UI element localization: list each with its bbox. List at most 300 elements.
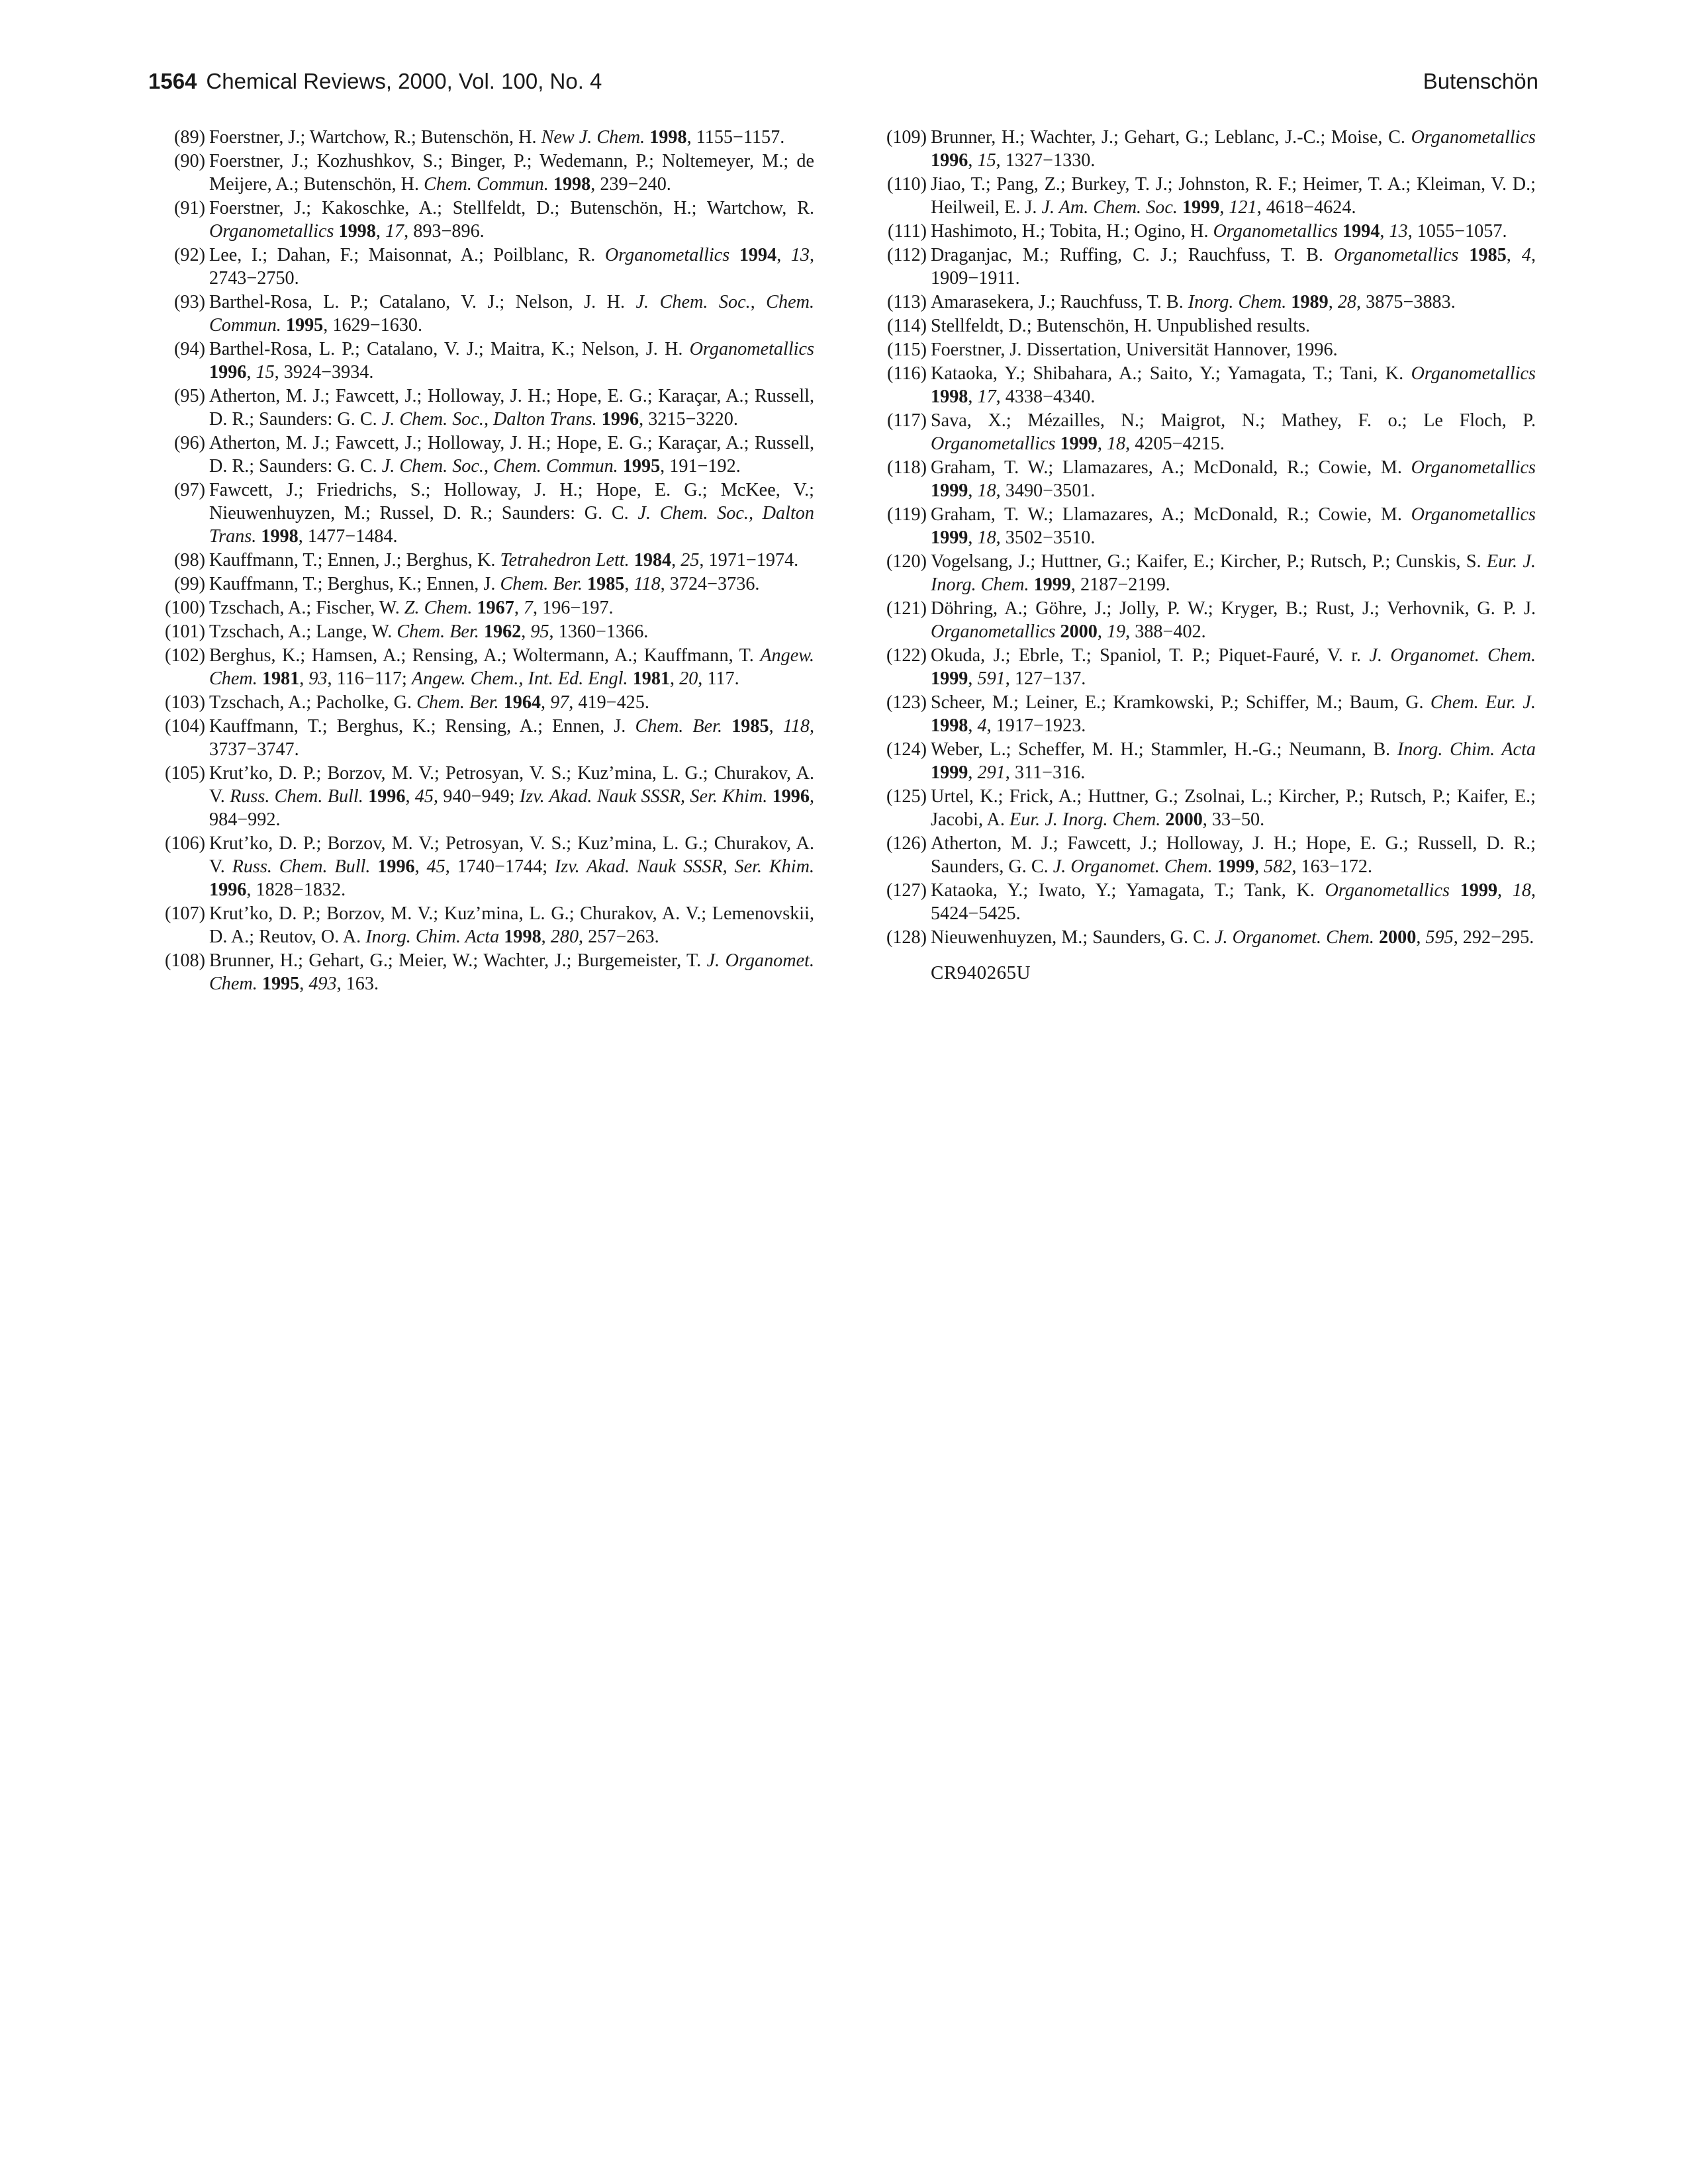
reference-entry	[870, 126, 1536, 172]
reference-italic-text: J. Chem. Soc., Dalton Trans.	[381, 409, 597, 430]
reference-text: ,	[414, 856, 427, 877]
reference-text	[729, 245, 739, 265]
reference-entry	[870, 291, 1536, 314]
reference-text	[258, 668, 262, 689]
reference-year: 1996	[377, 856, 415, 877]
reference-year: 1964	[503, 692, 541, 713]
reference-entry	[148, 197, 814, 243]
reference-text: Okuda, J.; Ebrle, T.; Spaniol, T. P.; Piquet-Fauré, V. r.	[931, 645, 1370, 666]
reference-number: (107)	[164, 903, 205, 924]
reference-text: , 1740−1744;	[445, 856, 555, 877]
reference-text: ,	[776, 245, 791, 265]
reference-entry	[870, 691, 1536, 737]
reference-year: 1996	[772, 786, 810, 807]
reference-number: (104)	[164, 716, 205, 737]
reference-year: 1996	[601, 409, 639, 430]
reference-text: , 116−117;	[327, 668, 412, 689]
reference-italic-text: J. Organomet. Chem.	[1053, 856, 1213, 877]
reference-text: Krut’ko, D. P.; Borzov, M. V.; Petrosyan, V. S.; Kuz’mina, L. G.; Churakov, A. V.	[209, 833, 814, 877]
reference-text: , 893−896.	[404, 221, 485, 242]
reference-text: , 3724−3736.	[660, 574, 760, 594]
reference-italic-text: 18	[977, 480, 996, 501]
reference-entry	[870, 173, 1536, 219]
reference-year: 1998	[261, 526, 299, 547]
reference-entry	[870, 503, 1536, 549]
reference-year: 1999	[1460, 880, 1498, 901]
reference-italic-text: J. Am. Chem. Soc.	[1041, 197, 1178, 218]
reference-italic-text: Organometallics	[604, 245, 730, 265]
reference-entry	[870, 785, 1536, 831]
reference-italic-text: 15	[977, 150, 996, 171]
reference-text: ,	[514, 598, 524, 618]
reference-year: 2000	[1165, 809, 1203, 830]
reference-italic-text: Chem. Ber.	[500, 574, 583, 594]
reference-number: (126)	[886, 833, 927, 854]
reference-italic-text: 118	[782, 716, 810, 737]
reference-number: (123)	[886, 692, 927, 713]
reference-entry	[870, 644, 1536, 690]
reference-year: 1995	[285, 315, 324, 336]
reference-italic-text: Organometallics	[931, 433, 1056, 454]
reference-year: 1999	[931, 762, 968, 783]
reference-text: Foerstner, J.; Kozhushkov, S.; Binger, P.; Wedemann, P.; Noltemeyer, M.; de Meijere, A.; Butenschön, H.	[209, 151, 814, 195]
reference-text: ,	[1506, 245, 1522, 265]
reference-text: , 1971−1974.	[699, 550, 799, 570]
reference-text: ,	[968, 668, 978, 689]
reference-entry	[870, 362, 1536, 408]
reference-text: , 388−402.	[1125, 621, 1206, 642]
reference-year: 1999	[931, 668, 968, 689]
reference-entry	[148, 902, 814, 948]
reference-entry	[148, 244, 814, 290]
reference-text: , 2187−2199.	[1070, 574, 1170, 595]
reference-text	[722, 716, 731, 737]
reference-text: Foerstner, J.; Wartchow, R.; Butenschön, H.	[209, 127, 541, 148]
reference-year: 1998	[649, 127, 687, 148]
reference-number: (108)	[164, 950, 205, 971]
reference-text	[597, 409, 602, 430]
reference-year: 1985	[587, 574, 625, 594]
reference-entry	[148, 291, 814, 337]
reference-italic-text: Inorg. Chim. Acta	[365, 927, 500, 947]
reference-italic-text: Izv. Akad. Nauk SSSR, Ser. Khim.	[554, 856, 815, 877]
reference-text: ,	[541, 692, 551, 713]
reference-italic-text: 95	[530, 621, 549, 642]
reference-text: ,	[299, 668, 309, 689]
reference-text: Jiao, T.; Pang, Z.; Burkey, T. J.; Johnston, R. F.; Heimer, T. A.; Kleiman, V. D.; Heilweil, E. J.	[931, 174, 1536, 218]
reference-year: 1999	[931, 480, 968, 501]
reference-italic-text: 17	[977, 387, 996, 407]
reference-number: (110)	[886, 174, 927, 195]
reference-year: 1967	[477, 598, 514, 618]
reference-italic-text: 28	[1337, 292, 1356, 312]
reference-year: 1996	[931, 150, 968, 171]
reference-number: (96)	[174, 433, 205, 453]
reference-text: ,	[624, 574, 634, 594]
reference-italic-text: Tetrahedron Lett.	[500, 550, 630, 570]
reference-text	[499, 692, 504, 713]
reference-italic-text: Inorg. Chem.	[1188, 292, 1287, 312]
reference-text: Berghus, K.; Hamsen, A.; Rensing, A.; Woltermann, A.; Kauffmann, T.	[209, 645, 761, 666]
reference-entry	[870, 550, 1536, 596]
reference-text: Kauffmann, T.; Ennen, J.; Berghus, K.	[209, 550, 500, 570]
reference-entry	[148, 385, 814, 431]
reference-entry	[870, 314, 1536, 338]
reference-text: , 5424−5425.	[931, 880, 1536, 924]
reference-text: ,	[1380, 221, 1389, 242]
reference-number: (125)	[886, 786, 927, 807]
reference-number: (97)	[174, 480, 205, 500]
reference-text	[1458, 245, 1469, 265]
reference-text	[1178, 197, 1182, 218]
reference-italic-text: 118	[633, 574, 661, 594]
reference-italic-text: Organometallics	[1333, 245, 1459, 265]
reference-text: , 311−316.	[1005, 762, 1086, 783]
reference-year: 1996	[209, 362, 247, 383]
reference-year: 1994	[1342, 221, 1380, 242]
reference-year: 1981	[261, 668, 300, 689]
reference-entry	[870, 409, 1536, 455]
reference-text: ,	[375, 221, 385, 242]
reference-text: Nieuwenhuyzen, M.; Saunders, G. C.	[931, 927, 1215, 948]
reference-italic-text: Z. Chem.	[404, 598, 473, 618]
reference-text: Tzschach, A.; Fischer, W.	[209, 598, 404, 618]
reference-italic-text: 291	[977, 762, 1006, 783]
reference-text: ,	[1097, 621, 1107, 642]
reference-number: (113)	[886, 292, 927, 312]
reference-text: Draganjac, M.; Ruffing, C. J.; Rauchfuss, T. B.	[931, 245, 1334, 265]
reference-number: (99)	[174, 574, 205, 594]
reference-number: (120)	[886, 551, 927, 572]
reference-text: Barthel-Rosa, L. P.; Catalano, V. J.; Nelson, J. H.	[209, 292, 636, 312]
reference-text: Amarasekera, J.; Rauchfuss, T. B.	[931, 292, 1188, 312]
reference-number: (118)	[886, 457, 927, 478]
reference-year: 1998	[504, 927, 541, 947]
reference-entry	[148, 549, 814, 572]
reference-text: ,	[246, 362, 256, 383]
reference-entry	[148, 338, 814, 384]
reference-text: , 940−949;	[433, 786, 520, 807]
reference-entry	[148, 126, 814, 149]
reference-italic-text: 591	[977, 668, 1006, 689]
reference-text: ,	[968, 715, 978, 736]
reference-text: , 3490−3501.	[996, 480, 1096, 501]
reference-text	[1213, 856, 1217, 877]
reference-number: (101)	[164, 621, 205, 642]
reference-italic-text: J. Organomet. Chem.	[1369, 645, 1536, 666]
reference-entry	[148, 762, 814, 831]
reference-year: 1999	[1060, 433, 1098, 454]
reference-year: 1998	[553, 174, 591, 195]
reference-text: , 1055−1057.	[1407, 221, 1507, 242]
reference-year: 1985	[1469, 245, 1507, 265]
reference-text	[1338, 221, 1342, 242]
reference-number: (109)	[886, 127, 927, 148]
reference-text: ,	[1254, 856, 1264, 877]
reference-year: 1984	[633, 550, 672, 570]
reference-text: Kauffmann, T.; Berghus, K.; Rensing, A.; Ennen, J.	[209, 716, 635, 737]
reference-italic-text: Organometallics	[931, 621, 1056, 642]
reference-italic-text: 20	[679, 668, 698, 689]
reference-italic-text: 45	[414, 786, 434, 807]
reference-text	[370, 856, 377, 877]
reference-italic-text: Chem. Commun.	[424, 174, 549, 195]
reference-text: Atherton, M. J.; Fawcett, J.; Holloway, J. H.; Hope, E. G.; Karaçar, A.; Russell, D. R.; Saunders: G. C.	[209, 433, 814, 477]
reference-year: 1985	[731, 716, 769, 737]
reference-year: 1996	[368, 786, 406, 807]
reference-text: Foerstner, J. Dissertation, Universität Hannover, 1996.	[931, 340, 1338, 360]
manuscript-code: CR940265U	[931, 962, 1031, 983]
reference-text: Atherton, M. J.; Fawcett, J.; Holloway, J. H.; Hope, E. G.; Russell, D. R.; Saunders, G. C.	[931, 833, 1536, 877]
reference-text: ,	[1497, 880, 1513, 901]
reference-number: (100)	[164, 598, 205, 618]
reference-italic-text: 595	[1425, 927, 1454, 948]
reference-text: , 117.	[698, 668, 739, 689]
reference-italic-text: Organometallics	[1411, 127, 1536, 148]
reference-number: (121)	[886, 598, 927, 619]
reference-text: Graham, T. W.; Llamazares, A.; McDonald, R.; Cowie, M.	[931, 457, 1411, 478]
reference-text	[1374, 927, 1379, 948]
reference-italic-text: 493	[308, 974, 337, 994]
reference-year: 1996	[209, 880, 247, 900]
reference-text: , 4618−4624.	[1256, 197, 1356, 218]
reference-text: , 1477−1484.	[298, 526, 398, 547]
reference-text: ,	[968, 762, 978, 783]
reference-italic-text: Angew. Chem., Int. Ed. Engl.	[411, 668, 628, 689]
reference-italic-text: Inorg. Chim. Acta	[1397, 739, 1536, 760]
reference-text: Vogelsang, J.; Huttner, G.; Kaifer, E.; Kircher, P.; Rutsch, P.; Cunskis, S.	[931, 551, 1487, 572]
reference-text: Krut’ko, D. P.; Borzov, M. V.; Petrosyan, V. S.; Kuz’mina, L. G.; Churakov, A. V.	[209, 763, 814, 807]
reference-number: (128)	[886, 927, 927, 948]
reference-text: , 239−240.	[590, 174, 671, 195]
reference-number: (127)	[886, 880, 927, 901]
reference-number: (111)	[888, 221, 927, 242]
reference-number: (116)	[886, 363, 927, 384]
reference-text: , 257−263.	[579, 927, 659, 947]
reference-year: 1994	[739, 245, 777, 265]
reference-text: Fawcett, J.; Friedrichs, S.; Holloway, J. H.; Hope, E. G.; McKee, V.; Nieuwenhuyzen, M.; Russel, D. R.; Saunders: G. C.	[209, 480, 814, 523]
reference-year: 1998	[931, 387, 968, 407]
reference-text: ,	[521, 621, 531, 642]
reference-italic-text: 18	[1512, 880, 1531, 901]
reference-italic-text: Organometallics	[1213, 221, 1338, 242]
reference-italic-text: Russ. Chem. Bull.	[230, 786, 363, 807]
reference-italic-text: J. Organomet. Chem.	[209, 950, 814, 994]
reference-text: , 3215−3220.	[639, 409, 738, 430]
reference-text	[281, 315, 286, 336]
reference-entry	[148, 150, 814, 196]
reference-text: ,	[968, 150, 978, 171]
reference-italic-text: Chem. Eur. J.	[1430, 692, 1536, 713]
reference-italic-text: 45	[426, 856, 445, 877]
reference-italic-text: Organometallics	[1411, 457, 1536, 478]
reference-text: , 4338−4340.	[996, 387, 1096, 407]
reference-entry	[148, 572, 814, 596]
reference-italic-text: 13	[790, 245, 810, 265]
reference-text: ,	[670, 668, 680, 689]
reference-text: , 1909−1911.	[931, 245, 1536, 289]
reference-italic-text: Chem. Ber.	[635, 716, 723, 737]
reference-italic-text: 15	[256, 362, 275, 383]
running-author: Butenschön	[1423, 69, 1538, 93]
reference-italic-text: J. Organomet. Chem.	[1215, 927, 1374, 948]
reference-year: 1981	[632, 668, 670, 689]
reference-entry	[870, 738, 1536, 784]
reference-year: 1995	[261, 974, 300, 994]
reference-italic-text: J. Chem. Soc., Chem. Commun.	[381, 456, 618, 477]
reference-number: (95)	[174, 386, 205, 406]
reference-text: Barthel-Rosa, L. P.; Catalano, V. J.; Maitra, K.; Nelson, J. H.	[209, 339, 690, 359]
reference-year: 1962	[483, 621, 522, 642]
reference-italic-text: 97	[550, 692, 569, 713]
reference-text	[1029, 574, 1034, 595]
reference-text: ,	[1097, 433, 1107, 454]
reference-text	[618, 456, 623, 477]
reference-italic-text: Organometallics	[1411, 363, 1536, 384]
reference-year: 1999	[1182, 197, 1220, 218]
reference-text: ,	[405, 786, 415, 807]
reference-text: , 1360−1366.	[549, 621, 649, 642]
reference-text: Foerstner, J.; Kakoschke, A.; Stellfeldt, D.; Butenschön, H.; Wartchow, R.	[209, 198, 814, 218]
reference-text: ,	[1328, 292, 1338, 312]
reference-text: ,	[541, 927, 551, 947]
reference-text	[630, 550, 634, 570]
reference-italic-text: Izv. Akad. Nauk SSSR, Ser. Khim.	[519, 786, 768, 807]
reference-entry	[148, 832, 814, 901]
reference-italic-text: 121	[1229, 197, 1257, 218]
reference-italic-text: Angew. Chem.	[209, 645, 814, 689]
reference-entry	[870, 832, 1536, 878]
reference-text: ,	[1416, 927, 1426, 948]
reference-number: (93)	[174, 292, 205, 312]
reference-year: 2000	[1378, 927, 1417, 948]
reference-entry	[148, 596, 814, 619]
reference-text: Brunner, H.; Gehart, G.; Meier, W.; Wachter, J.; Burgemeister, T.	[209, 950, 707, 971]
reference-text: Sava, X.; Mézailles, N.; Maigrot, N.; Mathey, F. o.; Le Floch, P.	[931, 410, 1536, 431]
reference-number: (90)	[174, 151, 205, 171]
reference-text	[479, 621, 484, 642]
reference-text	[549, 174, 553, 195]
reference-text: Döhring, A.; Göhre, J.; Jolly, P. W.; Kryger, B.; Rust, J.; Verhovnik, G. P. J.	[931, 598, 1536, 619]
reference-italic-text: Organometallics	[1325, 880, 1450, 901]
reference-number: (94)	[174, 339, 205, 359]
reference-year: 1998	[338, 221, 376, 242]
reference-entry	[870, 597, 1536, 643]
reference-year: 1998	[931, 715, 968, 736]
reference-text: , 1629−1630.	[323, 315, 423, 336]
reference-text: Krut’ko, D. P.; Borzov, M. V.; Kuz’mina, L. G.; Churakov, A. V.; Lemenovskii, D. A.; Reutov, O. A.	[209, 903, 814, 947]
reference-text: Lee, I.; Dahan, F.; Maisonnat, A.; Poilblanc, R.	[209, 245, 605, 265]
reference-number: (117)	[886, 410, 927, 431]
reference-text: , 3875−3883.	[1356, 292, 1456, 312]
reference-number: (98)	[174, 550, 205, 570]
reference-italic-text: J. Chem. Soc., Dalton Trans.	[209, 503, 814, 547]
reference-number: (106)	[164, 833, 205, 854]
reference-italic-text: 4	[1521, 245, 1531, 265]
reference-year: 1999	[1217, 856, 1255, 877]
reference-entry	[870, 879, 1536, 925]
reference-year: 1995	[622, 456, 661, 477]
reference-text	[363, 786, 368, 807]
reference-text: Tzschach, A.; Lange, W.	[209, 621, 397, 642]
reference-year: 1999	[1033, 574, 1071, 595]
reference-text: , 3502−3510.	[996, 527, 1096, 548]
journal-citation: Chemical Reviews, 2000, Vol. 100, No. 4	[206, 69, 602, 93]
reference-text: , 33−50.	[1202, 809, 1265, 830]
reference-italic-text: 13	[1389, 221, 1408, 242]
reference-text: Scheer, M.; Leiner, E.; Kramkowski, P.; Schiffer, M.; Baum, G.	[931, 692, 1430, 713]
reference-year: 1989	[1291, 292, 1329, 312]
reference-italic-text: Chem. Ber.	[397, 621, 479, 642]
reference-number: (115)	[886, 340, 927, 360]
reference-entry	[148, 478, 814, 548]
reference-text: , 196−197.	[533, 598, 614, 618]
reference-italic-text: 4	[977, 715, 987, 736]
reference-entry	[148, 715, 814, 761]
reference-italic-text: 18	[1106, 433, 1126, 454]
reference-text: Brunner, H.; Wachter, J.; Gehart, G.; Leblanc, J.-C.; Moise, C.	[931, 127, 1411, 148]
reference-text: ,	[968, 480, 978, 501]
reference-text: Hashimoto, H.; Tobita, H.; Ogino, H.	[931, 221, 1213, 242]
reference-text	[628, 668, 633, 689]
reference-text: , 4205−4215.	[1125, 433, 1225, 454]
reference-number: (102)	[164, 645, 205, 666]
reference-entry	[870, 926, 1536, 949]
reference-text	[1450, 880, 1460, 901]
reference-number: (92)	[174, 245, 205, 265]
reference-entry	[148, 691, 814, 714]
reference-text: , 2743−2750.	[209, 245, 815, 289]
reference-italic-text: Russ. Chem. Bull.	[232, 856, 371, 877]
reference-entry	[870, 220, 1536, 243]
reference-text: , 1155−1157.	[686, 127, 785, 148]
reference-text: , 984−992.	[209, 786, 815, 830]
reference-entry	[148, 620, 814, 643]
reference-italic-text: 93	[308, 668, 328, 689]
reference-entry	[148, 644, 814, 690]
reference-number: (103)	[164, 692, 205, 713]
reference-number: (119)	[886, 504, 927, 525]
reference-italic-text: 19	[1106, 621, 1126, 642]
reference-text	[767, 786, 772, 807]
page-number: 1564	[148, 69, 197, 93]
reference-italic-text: New J. Chem.	[541, 127, 645, 148]
reference-number: (91)	[174, 198, 205, 218]
references-left-column	[148, 126, 814, 996]
reference-text: , 3924−3934.	[274, 362, 374, 383]
reference-italic-text: J. Chem. Soc., Chem. Commun.	[209, 292, 814, 336]
reference-italic-text: 7	[523, 598, 533, 618]
reference-entry	[870, 338, 1536, 361]
reference-text: , 3737−3747.	[209, 716, 815, 760]
reference-text: , 419−425.	[569, 692, 649, 713]
reference-text: , 163−172.	[1291, 856, 1373, 877]
reference-text: Kataoka, Y.; Iwato, Y.; Yamagata, T.; Tank, K.	[931, 880, 1325, 901]
reference-text: Atherton, M. J.; Fawcett, J.; Holloway, J. H.; Hope, E. G.; Karaçar, A.; Russell, D. R.; Saunders: G. C.	[209, 386, 814, 430]
reference-text	[258, 974, 262, 994]
reference-number: (89)	[174, 127, 205, 148]
reference-text: , 127−137.	[1005, 668, 1086, 689]
reference-italic-text: 280	[550, 927, 579, 947]
reference-text: , 1327−1330.	[996, 150, 1096, 171]
reference-text: ,	[968, 387, 978, 407]
reference-text: Urtel, K.; Frick, A.; Huttner, G.; Zsolnai, L.; Kircher, P.; Rutsch, P.; Kaifer, E.; Jacobi, A.	[931, 786, 1536, 830]
reference-text: Tzschach, A.; Pacholke, G.	[209, 692, 417, 713]
reference-italic-text: Eur. J. Inorg. Chem.	[931, 551, 1536, 595]
reference-year: 1999	[931, 527, 968, 548]
reference-entry	[870, 456, 1536, 502]
reference-number: (124)	[886, 739, 927, 760]
